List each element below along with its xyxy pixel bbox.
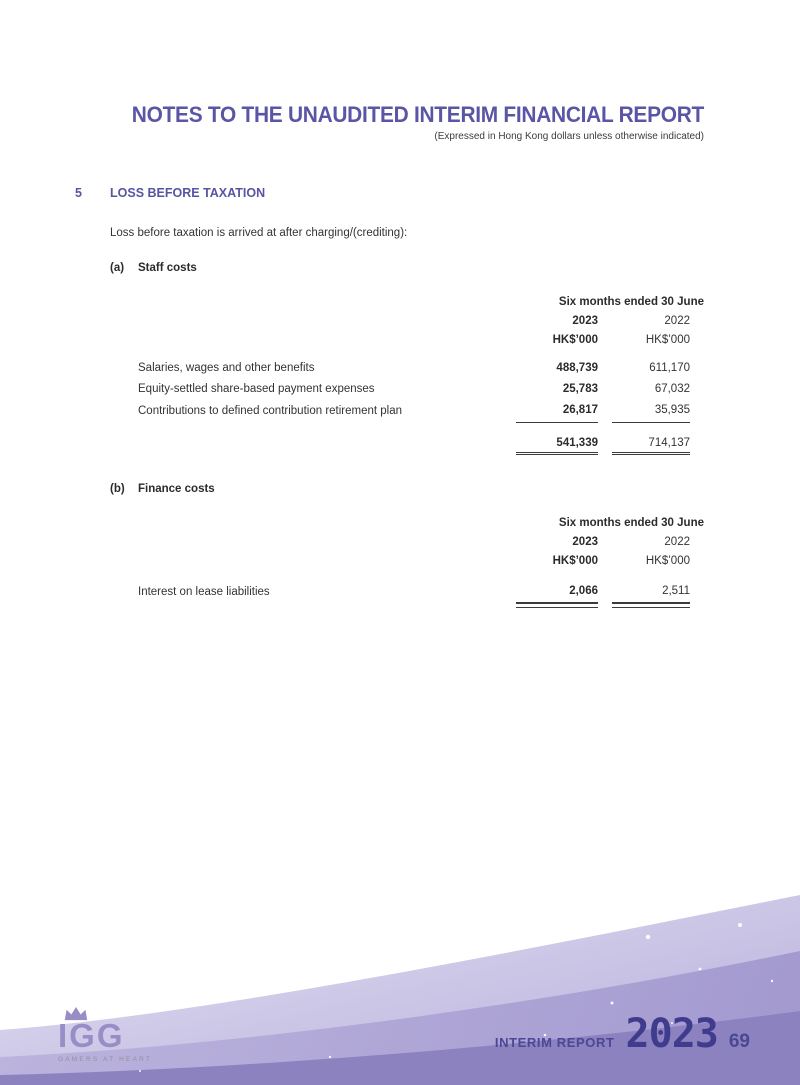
table-total-row [138, 437, 704, 455]
table-row [138, 361, 704, 376]
document-subtitle: (Expressed in Hong Kong dollars unless otherwise indicated) [434, 131, 704, 143]
logo-tagline: GAMERS AT HEART [58, 1056, 153, 1063]
finance-costs-table [138, 517, 704, 603]
row-value-2023: 2,066 [516, 584, 598, 603]
footer-report-line [494, 1011, 750, 1057]
document-title: NOTES TO THE UNAUDITED INTERIM FINANCIAL REPORT [131, 102, 704, 127]
row-value-2023: 25,783 [562, 383, 598, 396]
report-year: 2023 [625, 1011, 718, 1057]
unit-2022-header: HK$’000 [645, 334, 690, 347]
subsection-heading [110, 483, 704, 495]
table-period-row [138, 517, 704, 529]
page-footer [0, 885, 800, 1085]
subsection-label: (a) [110, 262, 125, 275]
subsection-label: (b) [110, 483, 125, 496]
subsection-title: Staff costs [138, 262, 197, 275]
table-unit-row [138, 334, 704, 346]
row-label: Equity-settled share-based payment expenses [138, 383, 375, 396]
period-header: Six months ended 30 June [558, 517, 704, 530]
row-value-2022: 611,170 [649, 362, 690, 375]
document-header [75, 103, 704, 142]
subsection-finance-costs [75, 483, 704, 603]
subsection-title: Finance costs [138, 483, 215, 496]
total-value-2023: 541,339 [516, 437, 598, 455]
page-content [0, 103, 800, 603]
interim-report-label: INTERIM REPORT [494, 1035, 615, 1050]
igg-logo [58, 1006, 152, 1063]
section-heading [75, 186, 704, 200]
row-value-2022: 2,511 [612, 584, 690, 603]
section-number: 5 [75, 186, 82, 201]
row-label: Salaries, wages and other benefits [138, 362, 315, 375]
year-2023-header: 2023 [572, 315, 598, 328]
table-row [138, 382, 704, 397]
table-unit-row [138, 555, 704, 567]
unit-2023-header: HK$’000 [552, 334, 598, 347]
row-label: Interest on lease liabilities [138, 586, 270, 599]
table-row [138, 584, 704, 603]
logo-text: IGG [58, 1017, 125, 1054]
subsection-staff-costs [75, 262, 704, 455]
row-value-2023: 488,739 [556, 362, 598, 375]
subsection-heading [110, 262, 704, 274]
row-value-2022: 35,935 [612, 403, 690, 423]
table-period-row [138, 296, 704, 308]
table-row [138, 403, 704, 423]
year-2022-header: 2022 [664, 315, 690, 328]
row-value-2022: 67,032 [654, 383, 690, 396]
total-value-2022: 714,137 [612, 437, 690, 455]
row-value-2023: 26,817 [516, 403, 598, 423]
unit-2022-header: HK$’000 [645, 555, 690, 568]
period-header: Six months ended 30 June [558, 296, 704, 309]
staff-costs-table [138, 296, 704, 455]
row-label: Contributions to defined contribution retirement plan [138, 405, 403, 418]
unit-2023-header: HK$’000 [552, 555, 598, 568]
page-number: 69 [728, 1031, 750, 1052]
table-year-row [138, 536, 704, 548]
year-2022-header: 2022 [664, 536, 690, 549]
table-year-row [138, 315, 704, 327]
section-title: LOSS BEFORE TAXATION [110, 186, 266, 201]
year-2023-header: 2023 [572, 536, 598, 549]
section-intro-text: Loss before taxation is arrived at after charging/(crediting): [110, 227, 408, 240]
